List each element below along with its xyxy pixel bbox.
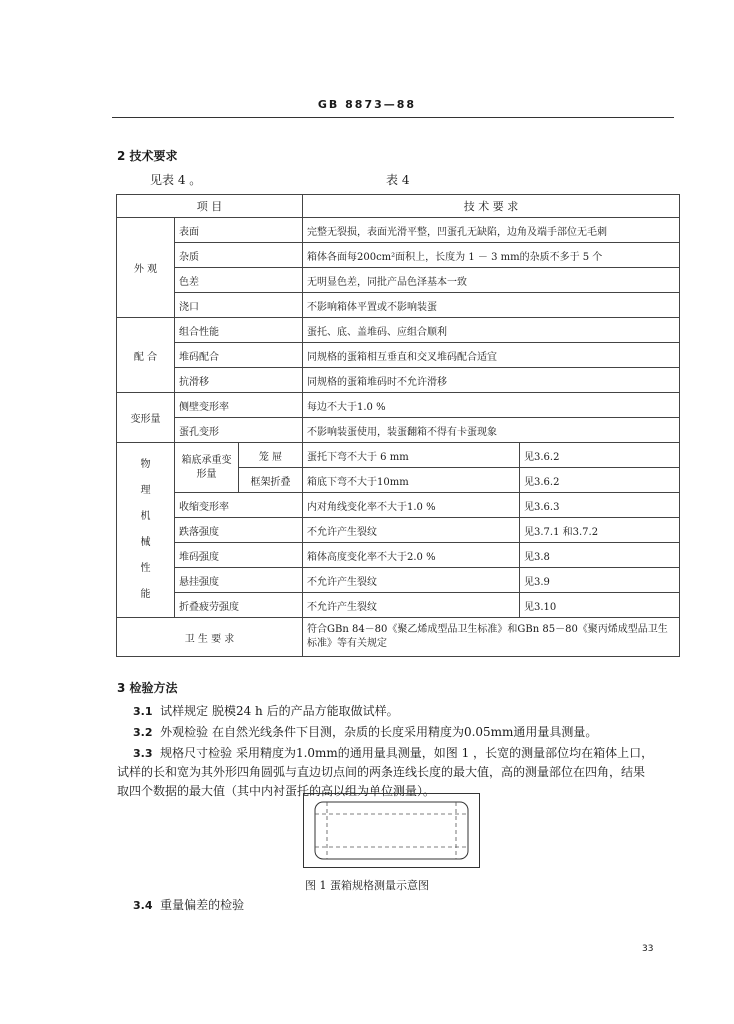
spec-table [116,194,680,657]
requirement-cell: 同规格的蛋箱相互垂直和交叉堆码配合适宜 [303,343,680,368]
reference-cell: 见3.7.1 和3.7.2 [520,518,680,543]
item-cell: 折叠疲劳强度 [175,593,303,618]
item-cell: 收缩变形率 [175,493,303,518]
table-row [117,243,680,268]
table-row [117,393,680,418]
item-cell: 浇口 [175,293,303,318]
clause-3-3-line3: 取四个数据的最大值（其中内衬蛋托的高以组为单位测量）。 [117,784,436,798]
table-row [117,493,680,518]
item-cell: 蛋孔变形 [175,418,303,443]
item-cell: 杂质 [175,243,303,268]
clause-text: 外观检验 在自然光线条件下目测，杂质的长度采用精度为0.05mm通用量具测量。 [160,725,598,739]
clause-3-3 [133,746,653,761]
clause-number: 3.4 [133,899,153,912]
clause-number: 3.2 [133,726,153,739]
requirement-cell: 箱体各面每200cm²面积上，长度为 1 － 3 mm的杂质不多于 5 个 [303,243,680,268]
requirement-cell: 无明显色差，同批产品色泽基本一致 [303,268,680,293]
group-physical: 物理机械性能 [140,459,151,600]
clause-3-4 [133,898,244,913]
requirement-cell: 箱底下弯不大于10mm [303,468,520,493]
table-row [117,568,680,593]
reference-cell: 见3.6.3 [520,493,680,518]
table-header-row [117,195,680,218]
table-row [117,368,680,393]
group-appearance: 外 观 [117,218,175,318]
header-item: 项 目 [117,195,303,218]
requirement-hygiene: 符合GBn 84－80《聚乙烯成型品卫生标准》和GBn 85－80《聚丙烯成型品卫生标准》等有关规定 [303,618,680,657]
requirement-cell: 同规格的蛋箱堆码时不允许滑移 [303,368,680,393]
item-cell: 堆码强度 [175,543,303,568]
requirement-cell: 每边不大于1.0 % [303,393,680,418]
requirement-cell: 不影响箱体平置或不影响装蛋 [303,293,680,318]
item-cell: 笼 屉 [239,443,303,468]
table-caption: 表 4 [386,173,410,187]
figure-1-box-outline [303,793,480,868]
item-cell: 抗滑移 [175,368,303,393]
item-cell: 色差 [175,268,303,293]
table-row [117,318,680,343]
subgroup-bottom-load: 箱底承重变形量 [175,443,239,493]
table-row [117,343,680,368]
group-fit: 配 合 [117,318,175,393]
standard-code-header: GB 8873—88 [317,98,417,111]
table-row [117,268,680,293]
table-row [117,443,680,468]
page-number: 33 [642,944,654,954]
table-row [117,293,680,318]
table-row [117,593,680,618]
requirement-cell: 蛋托下弯不大于 6 mm [303,443,520,468]
reference-cell: 见3.6.2 [520,468,680,493]
table-row [117,543,680,568]
clause-3-2 [133,725,597,740]
item-cell: 框架折叠 [239,468,303,493]
requirement-cell: 完整无裂损，表面光滑平整，凹蛋孔无缺陷，边角及端手部位无毛刺 [303,218,680,243]
table-row [117,218,680,243]
requirement-cell: 内对角线变化率不大于1.0 % [303,493,520,518]
requirement-cell: 蛋托、底、盖堆码、应组合顺利 [303,318,680,343]
group-deformation: 变形量 [117,393,175,443]
section-3-title: 3 检验方法 [117,681,178,695]
header-requirement: 技 术 要 求 [303,195,680,218]
table-row [117,618,680,657]
clause-text: 规格尺寸检验 采用精度为1.0mm的通用量具测量，如图 1 ，长宽的测量部位均在箱体上口， [160,746,654,760]
requirement-cell: 箱体高度变化率不大于2.0 % [303,543,520,568]
requirement-cell: 不允许产生裂纹 [303,518,520,543]
section-2-title: 2 技术要求 [117,149,178,163]
item-cell: 悬挂强度 [175,568,303,593]
reference-cell: 见3.10 [520,593,680,618]
item-cell: 堆码配合 [175,343,303,368]
table-row [117,418,680,443]
clause-3-3-line2: 试样的长和宽为其外形四角圆弧与直边切点间的两条连线长度的最大值，高的测量部位在四角，结果 [117,765,646,779]
reference-cell: 见3.6.2 [520,443,680,468]
section-2-intro: 见表 4 。 [150,173,202,187]
table-row [117,518,680,543]
requirement-cell: 不允许产生裂纹 [303,593,520,618]
figure-1-caption: 图 1 蛋箱规格测量示意图 [305,879,429,892]
item-cell: 侧壁变形率 [175,393,303,418]
requirement-cell: 不影响装蛋使用，装蛋翻箱不得有卡蛋现象 [303,418,680,443]
clause-number: 3.3 [133,747,153,760]
clause-number: 3.1 [133,705,153,718]
clause-text: 重量偏差的检验 [160,898,245,912]
item-hygiene: 卫 生 要 求 [117,618,303,657]
header-rule [112,117,674,118]
item-cell: 表面 [175,218,303,243]
item-cell: 组合性能 [175,318,303,343]
clause-text: 试样规定 脱模24 h 后的产品方能取做试样。 [160,704,399,718]
reference-cell: 见3.8 [520,543,680,568]
box-outline-diagram [304,794,479,867]
reference-cell: 见3.9 [520,568,680,593]
item-cell: 跌落强度 [175,518,303,543]
clause-3-1 [133,704,399,719]
requirement-cell: 不允许产生裂纹 [303,568,520,593]
